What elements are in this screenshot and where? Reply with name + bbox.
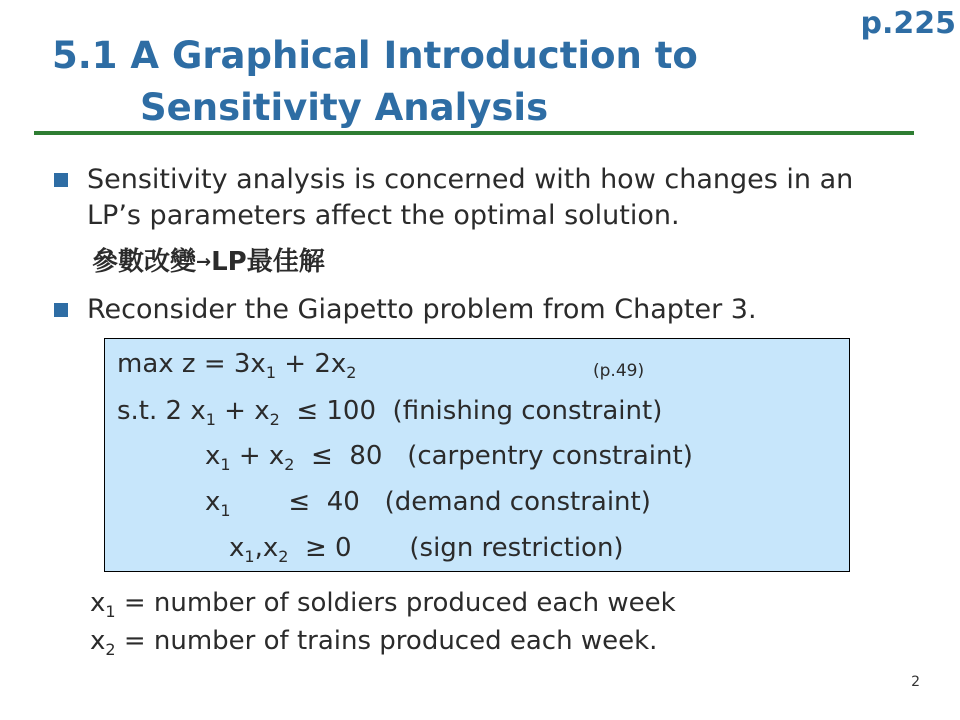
chinese-note: [92, 244, 325, 281]
slide-title: [52, 30, 912, 134]
objective-function: $\max z = 3x_1 + 2x_2$: [117, 349, 357, 383]
bullet-square-icon: [54, 173, 68, 187]
right-arrow-icon: →: [196, 251, 212, 273]
title-divider: [34, 131, 914, 135]
finishing-constraint: s.t. 2 $x_1 + x_2 \le 100$ (finishing constraint): [117, 396, 663, 430]
bullet-giapetto: [54, 292, 914, 328]
bullet-sensitivity-definition: [54, 162, 914, 234]
page-ref-small: (p.49): [593, 361, 645, 381]
definition-x1: $x_1$ = number of soldiers produced each week: [90, 588, 676, 622]
title-line-2: Sensitivity Analysis: [140, 86, 549, 129]
demand-constraint: $x_1$ ≤ 40 (demand constraint): [205, 487, 651, 521]
carpentry-constraint: $x_1 + x_2 \le 80$ (carpentry constraint): [205, 441, 693, 475]
bullet-text: Reconsider the Giapetto problem from Chapter 3.: [87, 294, 757, 325]
page-reference: p.225: [860, 6, 956, 41]
definition-x2: $x_2$ = number of trains produced each week.: [90, 626, 658, 660]
chinese-note-after: LP最佳解: [211, 247, 325, 277]
slide-number: 2: [911, 674, 920, 690]
sign-restriction: $x_1,x_2 \ge 0$ (sign restriction): [229, 533, 624, 567]
lp-model-box: [104, 338, 850, 572]
bullet-text: Sensitivity analysis is concerned with how changes in an LP’s parameters affect the optimal solution.: [87, 164, 854, 231]
title-line-1: 5.1 A Graphical Introduction to: [52, 34, 698, 77]
bullet-square-icon: [54, 303, 68, 317]
chinese-note-before: 參數改變: [92, 247, 197, 277]
